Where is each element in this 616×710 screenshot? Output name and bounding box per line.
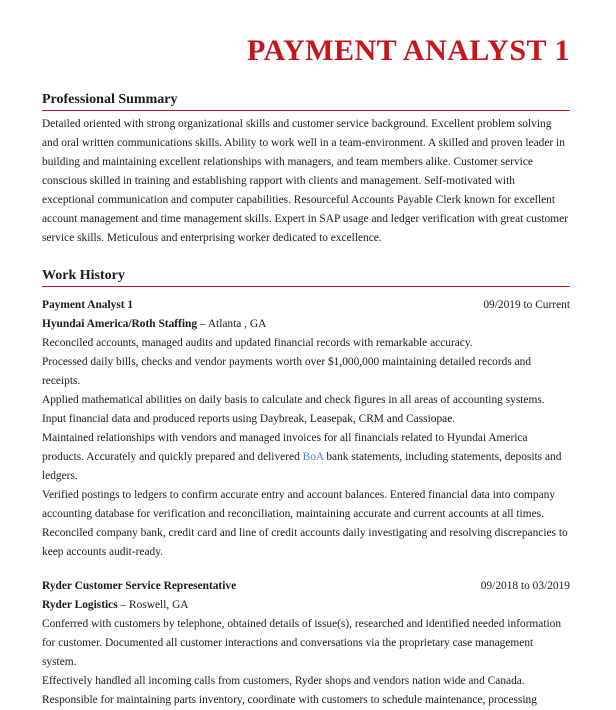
job-title: Payment Analyst 1	[42, 299, 134, 311]
job-company-line	[42, 596, 570, 615]
job-dates: 09/2018 to 03/2019	[480, 580, 570, 592]
job-company: Ryder Logistics	[42, 599, 118, 611]
job-header	[42, 577, 570, 596]
bullet-text: bank statements, including statements, deposits and ledgers.	[42, 451, 562, 482]
job-bullet: Conferred with customers by telephone, obtained details of issue(s), researched and identified needed information for customer. Documented all customer interactions and conversations via the proprietary case management system.	[42, 618, 562, 668]
job-header	[42, 296, 570, 315]
bullet-text: Maintained relationships with vendors and managed invoices for all financials related to Hyundai America products. Accurately and quickly prepared and delivered	[42, 432, 528, 463]
job-bullet: Responsible for maintaining parts inventory, coordinate with customers to schedule maintenance, processing	[42, 694, 537, 706]
job-entry	[42, 296, 570, 562]
job-bullet: Verified postings to ledgers to confirm accurate entry and account balances. Entered financial data into company accounting database for verification and reconciliation, maintaining accurate and current accounts at all times. Reconciled company bank, credit card and line of credit accounts daily investigating and resolving discrepancies to keep accounts audit-ready.	[42, 489, 568, 558]
section-title-work-history: Work History	[42, 268, 570, 287]
job-location: Roswell, GA	[129, 599, 189, 611]
job-separator: –	[117, 599, 130, 611]
job-bullet: Effectively handled all incoming calls from customers, Ryder shops and vendors nation wide and Canada.	[42, 675, 525, 687]
resume-name: PAYMENT ANALYST 1	[246, 34, 570, 67]
job-title: Ryder Customer Service Representative	[42, 580, 237, 592]
job-bullet	[42, 429, 570, 486]
job-location: Atlanta , GA	[207, 318, 267, 330]
professional-summary-section	[42, 92, 570, 248]
job-company: Hyundai America/Roth Staffing	[42, 318, 198, 330]
job-entry	[42, 577, 570, 710]
job-bullet: Applied mathematical abilities on daily basis to calculate and check figures in all areas of accounting systems.	[42, 394, 545, 406]
job-company-line	[42, 315, 570, 334]
job-separator: –	[197, 318, 208, 330]
job-bullet: Reconciled accounts, managed audits and updated financial records with remarkable accuracy.	[42, 337, 473, 349]
job-dates: 09/2019 to Current	[483, 299, 570, 311]
job-bullet: Input financial data and produced reports using Daybreak, Leasepak, CRM and Cassiopae.	[42, 413, 456, 425]
work-history-section	[42, 268, 570, 710]
summary-text: Detailed oriented with strong organizational skills and customer service background. Excellent problem solving and oral written communications skills. Ability to work well in a team-environment. A skilled and proven leader in building and maintaining excellent relationships with managers, and team members alike. Customer service conscious skilled in training and establishing rapport with clients and management. Self-motivated with exceptional communication and computer capabilities. Resourceful Accounts Payable Clerk known for excellent account management and time management skills. Expert in SAP usage and ledger verification with great customer service skills. Meticulous and enterprising worker dedicated to excellence.	[42, 118, 568, 244]
boa-link[interactable]: BoA	[302, 451, 324, 463]
job-bullet: Processed daily bills, checks and vendor payments worth over $1,000,000 maintaining detailed records and receipts.	[42, 356, 532, 387]
section-title-summary: Professional Summary	[42, 92, 570, 111]
